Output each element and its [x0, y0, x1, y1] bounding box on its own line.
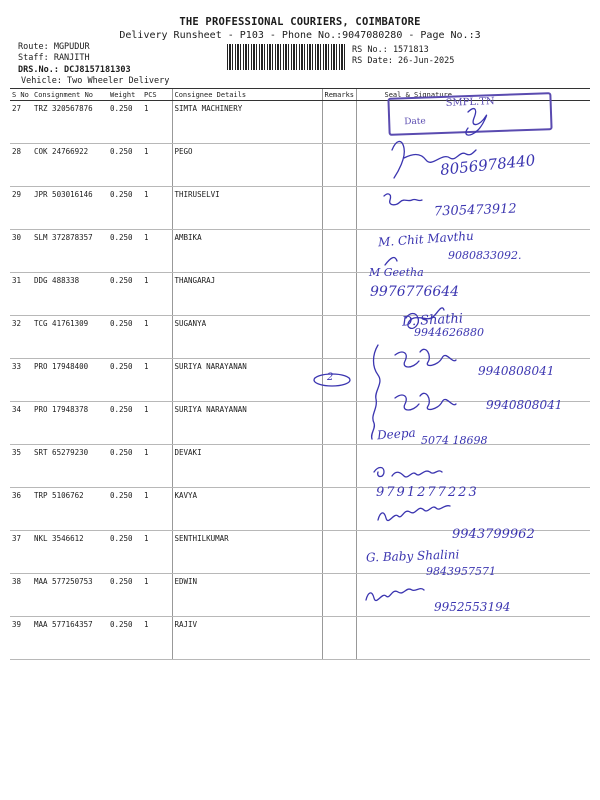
row-weight: 0.250 [108, 144, 142, 187]
row-consignment-number: TRP 5106762 [32, 488, 108, 531]
row-pieces: 1 [142, 531, 172, 574]
stamp-date-label: Date [404, 116, 426, 128]
row-weight: 0.250 [108, 617, 142, 660]
signature-phone: 7305473912 [433, 201, 517, 220]
row-consignee-details: SENTHILKUMAR [172, 531, 322, 574]
row-pieces: 1 [142, 144, 172, 187]
row-serial-number: 39 [10, 617, 32, 660]
row-consignment-number: JPR 503016146 [32, 187, 108, 230]
signature-phone: 9952553194 [434, 600, 511, 614]
row-serial-number: 31 [10, 273, 32, 316]
column-header: Weight [108, 89, 142, 101]
row-weight: 0.250 [108, 531, 142, 574]
row-consignee-details: KAVYA [172, 488, 322, 531]
column-header: Remarks [322, 89, 356, 101]
row-consignment-number: NKL 3546612 [32, 531, 108, 574]
row-weight: 0.250 [108, 402, 142, 445]
row-consignee-details: AMBIKA [172, 230, 322, 273]
row-consignee-details: EDWIN [172, 574, 322, 617]
row-consignment-number: TRZ 320567876 [32, 101, 108, 144]
column-header: Seal & Signature [356, 89, 590, 101]
row-consignee-details: RAJIV [172, 617, 322, 660]
row-pieces: 1 [142, 273, 172, 316]
row-weight: 0.250 [108, 445, 142, 488]
signature-phone: 9976776644 [370, 284, 460, 300]
row-consignment-number: SRT 65279230 [32, 445, 108, 488]
row-pieces: 1 [142, 187, 172, 230]
row-pieces: 1 [142, 101, 172, 144]
signature-phone: 9791277223 [376, 485, 479, 500]
row-serial-number: 37 [10, 531, 32, 574]
row-pieces: 1 [142, 316, 172, 359]
rs-date: RS Date: 26-Jun-2025 [352, 56, 455, 66]
row-consignee-details: THIRUSELVI [172, 187, 322, 230]
staff-label: Staff: RANJITH [18, 53, 90, 63]
signature-phone: 9080833092. [448, 249, 522, 262]
drs-number: DRS.No.: DCJ8157181303 [18, 65, 131, 75]
row-consignment-number: DDG 488338 [32, 273, 108, 316]
signature-name: G. Baby Shalini [365, 547, 460, 565]
row-weight: 0.250 [108, 273, 142, 316]
row-serial-number: 30 [10, 230, 32, 273]
stamp-text: SMPL.TN [445, 96, 495, 109]
column-header: Consignee Details [172, 89, 322, 101]
signature-phone: 9940808041 [478, 364, 555, 378]
row-consignee-details: DEVAKI [172, 445, 322, 488]
row-serial-number: 29 [10, 187, 32, 230]
row-weight: 0.250 [108, 316, 142, 359]
row-consignment-number: TCG 41761309 [32, 316, 108, 359]
signature-name: M. Chit Mavthu [377, 228, 475, 250]
row-weight: 0.250 [108, 187, 142, 230]
row-weight: 0.250 [108, 359, 142, 402]
row-pieces: 1 [142, 402, 172, 445]
signature-phone: 9943799962 [452, 527, 535, 542]
row-weight: 0.250 [108, 230, 142, 273]
signature-phone: 5074 18698 [421, 434, 488, 447]
column-header: Consignment No [32, 89, 108, 101]
signature-phone: 9940808041 [486, 398, 563, 412]
row-consignee-details: PEGO [172, 144, 322, 187]
row-serial-number: 35 [10, 445, 32, 488]
column-header: PCS [142, 89, 172, 101]
row-weight: 0.250 [108, 488, 142, 531]
route-label: Route: MGPUDUR [18, 42, 90, 52]
row-consignee-details: SIMTA MACHINERY [172, 101, 322, 144]
row-consignee-details: SURIYA NARAYANAN [172, 359, 322, 402]
row-serial-number: 32 [10, 316, 32, 359]
row-consignee-details: SURIYA NARAYANAN [172, 402, 322, 445]
row-consignment-number: SLM 372878357 [32, 230, 108, 273]
vehicle-label: Vehicle: Two Wheeler Delivery [21, 76, 170, 86]
row-serial-number: 34 [10, 402, 32, 445]
signature-phone: 9843957571 [426, 565, 496, 578]
column-header: S No [10, 89, 32, 101]
row-pieces: 1 [142, 230, 172, 273]
row-consignee-details: THANGARAJ [172, 273, 322, 316]
row-serial-number: 27 [10, 101, 32, 144]
signature-phone: 8056978440 [439, 151, 537, 179]
signature-name: D. Shathi [401, 311, 464, 330]
row-pieces: 1 [142, 359, 172, 402]
row-consignment-number: PRO 17948378 [32, 402, 108, 445]
row-serial-number: 28 [10, 144, 32, 187]
rs-number: RS No.: 1571813 [352, 45, 429, 55]
row-pieces: 1 [142, 617, 172, 660]
row-consignment-number: COK 24766922 [32, 144, 108, 187]
row-pieces: 1 [142, 445, 172, 488]
row-consignee-details: SUGANYA [172, 316, 322, 359]
row-serial-number: 33 [10, 359, 32, 402]
signature-mark: 2 [327, 372, 334, 383]
row-pieces: 1 [142, 574, 172, 617]
document-subtitle: Delivery Runsheet - P103 - Phone No.:9047080280 - Page No.:3 [119, 30, 481, 41]
row-consignment-number: MAA 577164357 [32, 617, 108, 660]
row-weight: 0.250 [108, 101, 142, 144]
signature-phone: 9944626880 [414, 326, 484, 339]
row-consignment-number: MAA 577250753 [32, 574, 108, 617]
row-consignment-number: PRO 17948400 [32, 359, 108, 402]
document-title: THE PROFESSIONAL COURIERS, COIMBATORE [179, 16, 421, 28]
row-serial-number: 38 [10, 574, 32, 617]
row-serial-number: 36 [10, 488, 32, 531]
row-pieces: 1 [142, 488, 172, 531]
signature-name: Deepa [376, 425, 417, 443]
row-weight: 0.250 [108, 574, 142, 617]
signature-name: M Geetha [369, 266, 424, 279]
